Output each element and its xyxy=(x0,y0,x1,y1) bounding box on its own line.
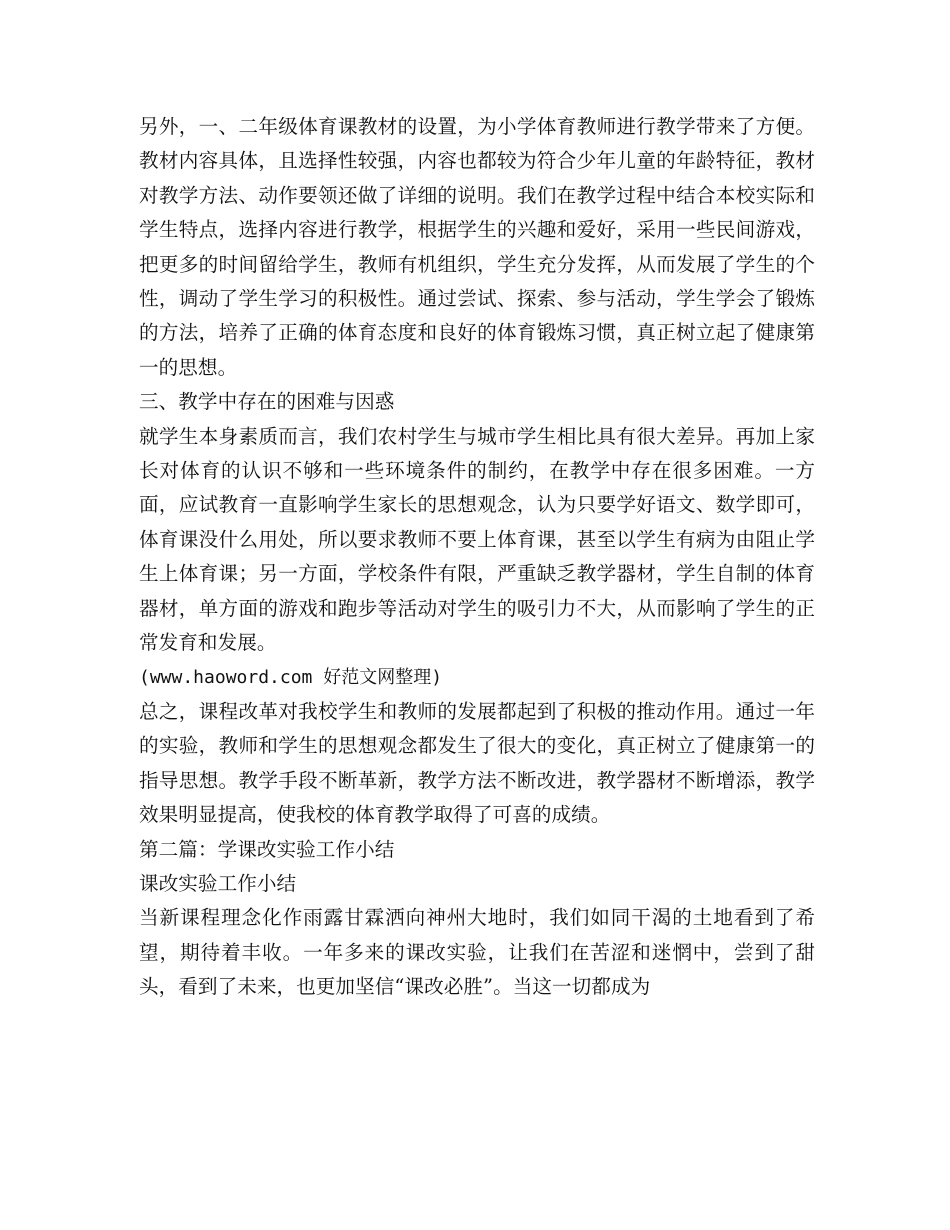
document-body xyxy=(139,110,815,1005)
paragraph-summary: 总之，课程改革对我校学生和教师的发展都起到了积极的推动作用。通过一年的实验，教师和学生的思想观念都发生了很大的变化，真正树立了健康第一的指导思想。教学手段不断革新，教学方法不断改进，教学器材不断增添，教学效果明显提高，使我校的体育教学取得了可喜的成绩。 xyxy=(139,699,815,827)
article-heading-part-two: 第二篇：学课改实验工作小结 xyxy=(139,837,395,861)
article-subtitle: 课改实验工作小结 xyxy=(139,871,297,895)
source-note: (www.haoword.com 好范文网整理) xyxy=(139,666,443,688)
paragraph-textbook-setup: 另外，一、二年级体育课教材的设置，为小学体育教师进行教学带来了方便。教材内容具体，且选择性较强，内容也都较为符合少年儿童的年龄特征，教材对教学方法、动作要领还做了详细的说明。我们在教学过程中结合本校实际和学生特点，选择内容进行教学，根据学生的兴趣和爱好，采用一些民间游戏，把更多的时间留给学生，教师有机组织，学生充分发挥，从而发展了学生的个性，调动了学生学习的积极性。通过尝试、探索、参与活动，学生学会了锻炼的方法，培养了正确的体育态度和良好的体育锻炼习惯，真正树立起了健康第一的思想。 xyxy=(139,115,815,379)
section-heading-difficulties: 三、教学中存在的困难与因惑 xyxy=(139,390,395,414)
paragraph-difficulties: 就学生本身素质而言，我们农村学生与城市学生相比具有很大差异。再加上家长对体育的认识不够和一些环境条件的制约，在教学中存在很多困难。一方面，应试教育一直影响学生家长的思想观念，认为只要学好语文、数学即可，体育课没什么用处，所以要求教师不要上体育课，甚至以学生有病为由阻止学生上体育课；另一方面，学校条件有限，严重缺乏教学器材，学生自制的体育器材，单方面的游戏和跑步等活动对学生的吸引力不大，从而影响了学生的正常发育和发展。 xyxy=(139,424,815,655)
paragraph-new-curriculum: 当新课程理念化作雨露甘霖洒向神州大地时，我们如同干渴的土地看到了希望，期待着丰收。一年多来的课改实验，让我们在苦涩和迷惘中，尝到了甜头，看到了未来，也更加坚信“课改必胜”。当这一切都成为 xyxy=(139,906,815,999)
